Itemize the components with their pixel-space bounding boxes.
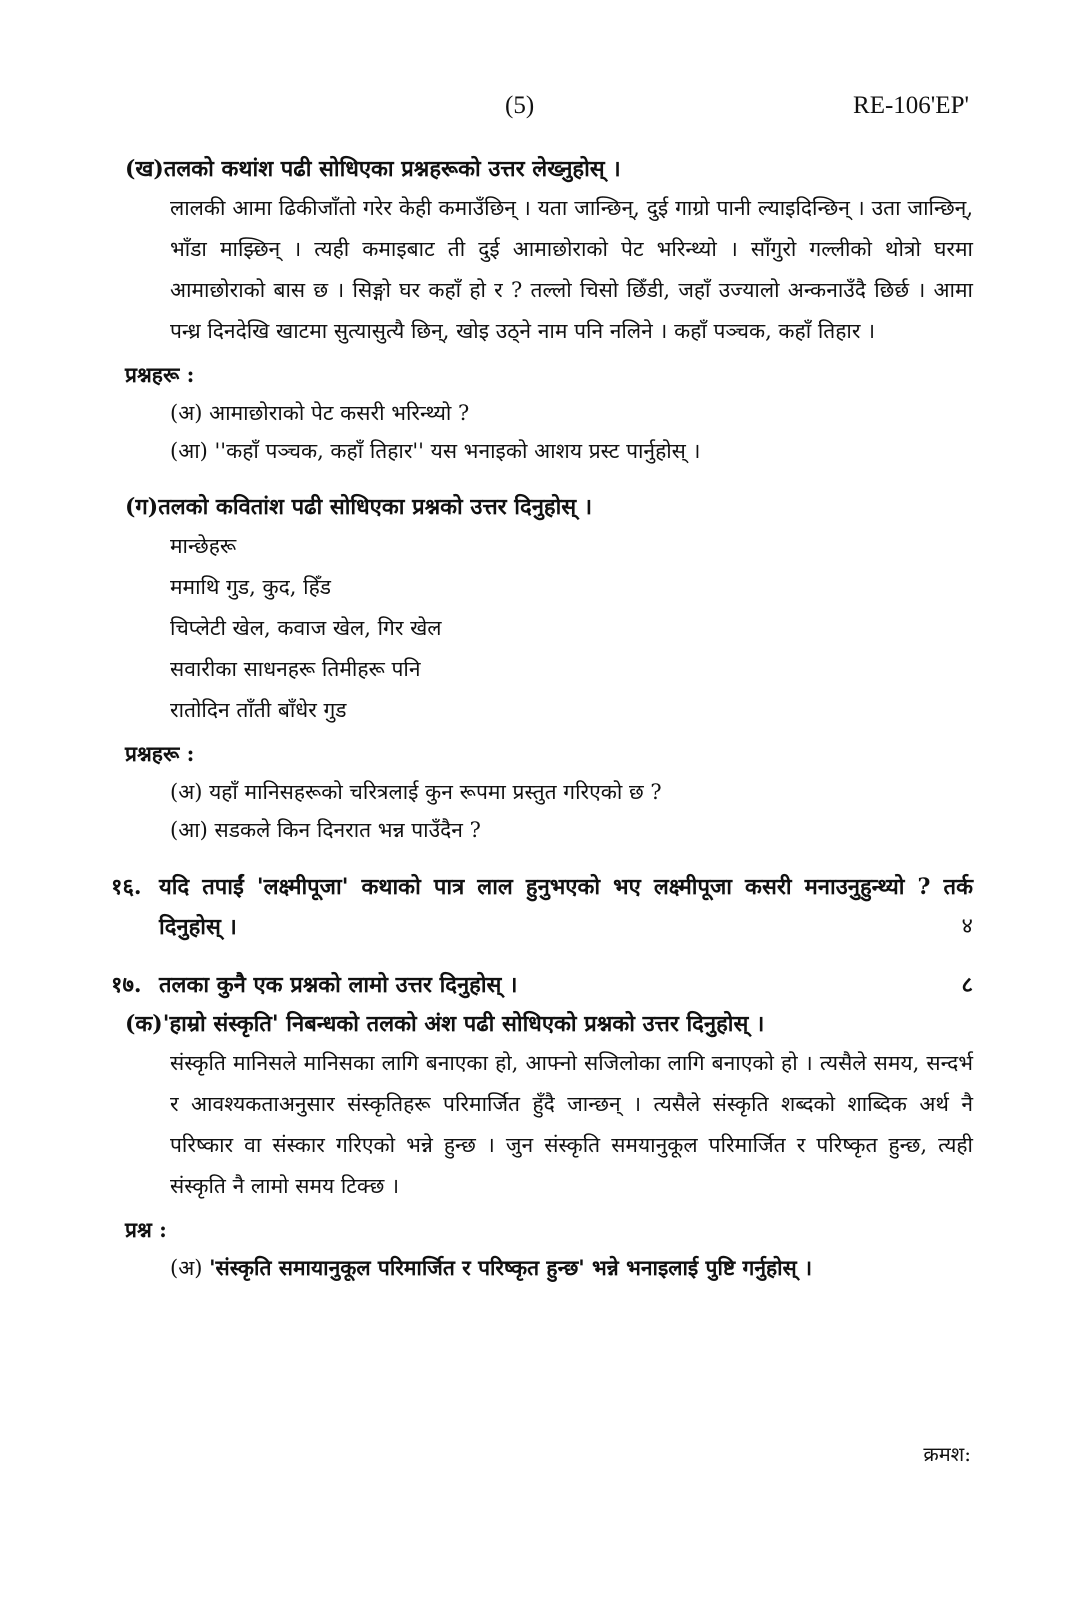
page-number: (5) xyxy=(505,92,535,119)
section-ka-question-text: 'संस्कृति समायानुकूल परिमार्जित र परिष्कृत हुन्छ' भन्ने भनाइलाई पुष्टि गर्नुहोस् । xyxy=(209,1255,813,1280)
question-17-text: तलका कुनै एक प्रश्नको लामो उत्तर दिनुहोस् । xyxy=(159,972,518,998)
section-ga-heading-text: तलको कवितांश पढी सोधिएका प्रश्नको उत्तर दिनुहोस् । xyxy=(158,494,593,520)
section-kha-question-aa: (आ) ''कहाँ पञ्चक, कहाँ तिहार'' यस भनाइको आशय प्रस्ट पार्नुहोस् । xyxy=(170,439,701,463)
question-17-number: १७. xyxy=(111,972,142,998)
section-ka-heading-text: 'हाम्रो संस्कृति' निबन्धको तलको अंश पढी सोधिएको प्रश्नको उत्तर दिनुहोस् । xyxy=(162,1011,765,1037)
poem-line-2: ममाथि गुड, कुद, हिँड xyxy=(170,575,331,599)
question-17-marks: ८ xyxy=(961,972,973,998)
paper-code: RE-106'EP' xyxy=(853,92,969,119)
section-ga-heading xyxy=(125,488,973,526)
section-ga-question-aa: (आ) सडकले किन दिनरात भन्न पाउँदैन ? xyxy=(170,818,481,842)
section-ga-question-a: (अ) यहाँ मानिसहरूको चरित्रलाई कुन रूपमा प्रस्तुत गरिएको छ ? xyxy=(170,780,662,804)
section-ka-passage: संस्कृति मानिसले मानिसका लागि बनाएका हो, आफ्नो सजिलोका लागि बनाएको हो । त्यसैले समय, सन्दर्भ र आवश्यकताअनुसार संस्कृतिहरू परिमार्जित हुँदै जान्छन् । त्यसैले संस्कृति शब्दको शाब्दिक अर्थ नै परिष्कार वा संस्कार गरिएको भन्ने हुन्छ । जुन संस्कृति समयानुकूल परिमार्जित र परिष्कृत हुन्छ, त्यही संस्कृति नै लामो समय टिक्छ । xyxy=(170,1051,973,1198)
section-kha-heading-text: तलको कथांश पढी सोधिएका प्रश्नहरूको उत्तर लेख्नुहोस् । xyxy=(163,156,621,182)
poem-line-1: मान्छेहरू xyxy=(170,534,237,558)
poem-line-4: सवारीका साधनहरू तिमीहरू पनि xyxy=(170,657,421,681)
continued-note: क्रमश: xyxy=(923,1442,971,1466)
section-kha-passage: लालकी आमा ढिकीजाँतो गरेर केही कमाउँछिन् । यता जान्छिन्, दुई गाग्रो पानी ल्याइदिन्छिन् । उता जान्छिन्, भाँडा माझ्छिन् । त्यही कमाइबाट ती दुई आमाछोराको पेट भरिन्थ्यो । साँगुरो गल्लीको थोत्रो घरमा आमाछोराको बास छ । सिङ्गो घर कहाँ हो र ? तल्लो चिसो छिँडी, जहाँ उज्यालो अन्कनाउँदै छिर्छ । आमा पन्ध्र दिनदेखि खाटमा सुत्यासुत्यै छिन्, खोइ उठ्ने नाम पनि नलिने । कहाँ पञ्चक, कहाँ तिहार । xyxy=(170,196,973,343)
page-header xyxy=(0,92,1067,124)
section-ka-question xyxy=(170,1249,973,1287)
question-16-number: १६. xyxy=(111,874,142,900)
question-16 xyxy=(111,867,973,947)
poem-line-5: रातोदिन ताँती बाँधेर गुड xyxy=(170,698,347,722)
section-ga-label: (ग) xyxy=(125,494,159,520)
section-kha-heading xyxy=(125,150,973,188)
section-ka-question-label: (अ) xyxy=(170,1256,203,1280)
question-17 xyxy=(111,965,973,1005)
question-16-marks: ४ xyxy=(961,914,973,939)
section-kha-questions-heading: प्रश्नहरू : xyxy=(125,362,195,387)
question-16-text: यदि तपाईं 'लक्ष्मीपूजा' कथाको पात्र लाल हुनुभएको भए लक्ष्मीपूजा कसरी मनाउनुहुन्थ्यो ? तर्क दिनुहोस् । xyxy=(159,874,973,940)
section-kha-label: (ख) xyxy=(125,156,164,182)
section-kha-question-a: (अ) आमाछोराको पेट कसरी भरिन्थ्यो ? xyxy=(170,401,470,425)
section-ka-question-heading: प्रश्न : xyxy=(125,1217,167,1242)
section-ga-questions-heading: प्रश्नहरू : xyxy=(125,741,195,766)
section-ka-heading xyxy=(125,1005,973,1043)
section-ka-label: (क) xyxy=(125,1011,163,1037)
poem-line-3: चिप्लेटी खेल, कवाज खेल, गिर खेल xyxy=(170,616,442,640)
page-content xyxy=(111,150,973,1287)
